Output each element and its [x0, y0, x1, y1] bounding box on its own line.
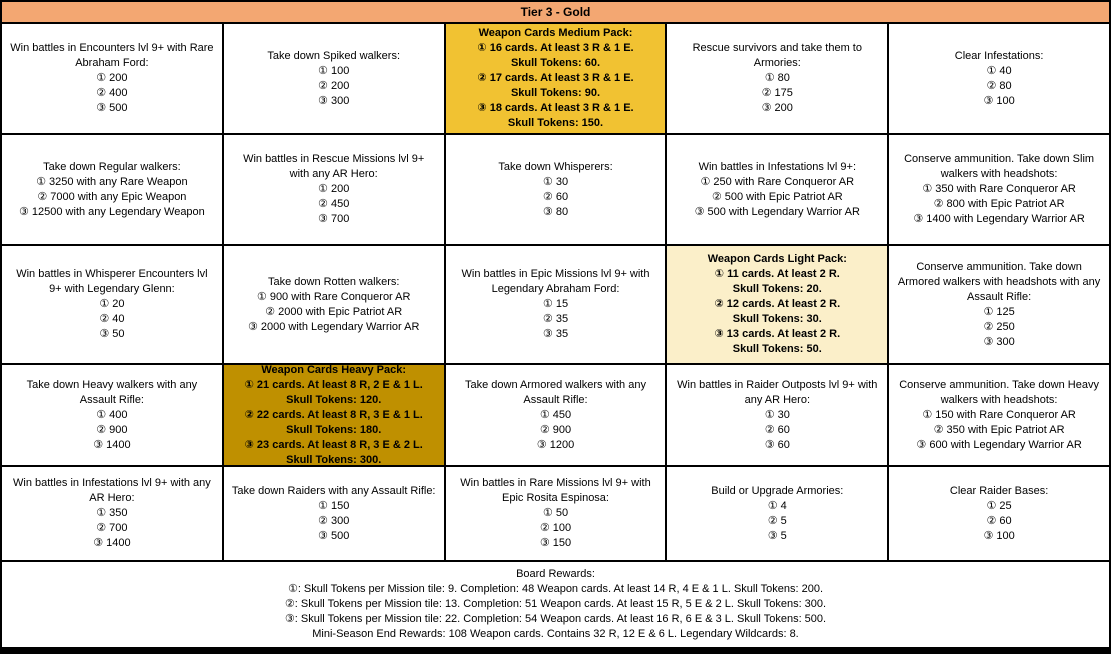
cell-text-line: ① 30	[542, 175, 569, 188]
cell-text-line: ① 20	[99, 298, 125, 310]
cell-text-line: ① 30	[764, 408, 790, 421]
mission-cell	[224, 467, 444, 560]
cell-text-line: ① 4	[767, 499, 787, 512]
cell-text-line: Weapon Cards Light Pack:	[707, 253, 847, 265]
cell-text-line: ① 40	[986, 64, 1012, 77]
cell-text-line: ② 80	[986, 79, 1012, 92]
board-rewards-footer	[2, 562, 1109, 647]
mission-cell	[224, 246, 444, 363]
cell-text-line: Skull Tokens: 180.	[286, 423, 382, 436]
cell-text-line: Build or Upgrade Armories:	[711, 484, 844, 497]
cell-text-line: ② 300	[318, 514, 350, 527]
cell-text-line: Clear Raider Bases:	[949, 484, 1049, 497]
cell-text-line: ③ 2000 with Legendary Warrior AR	[247, 320, 420, 333]
cell-text-line: ③ 500	[318, 529, 350, 542]
board-rewards-line-4: Mini-Season End Rewards: 108 Weapon cards. Contains 32 R, 12 E & 6 L. Legendary Wildcards: 8.	[312, 628, 799, 640]
cell-text-line: ③ 600 with Legendary Warrior AR	[916, 438, 1082, 451]
cell-text-line: ① 3250 with any Rare Weapon	[36, 175, 188, 188]
cell-text-line: ③ 100	[983, 529, 1015, 542]
cell-text-line: ③ 500 with Legendary Warrior AR	[694, 205, 860, 218]
cell-text-line: Take down Regular walkers:	[43, 160, 181, 173]
cell-text-line: Take down Heavy walkers with any Assault Rifle:	[26, 378, 198, 406]
cell-text-line: Win battles in Whisperer Encounters lvl 9+ with Legendary Glenn:	[16, 268, 208, 295]
mission-cell	[2, 135, 222, 244]
cell-text-line: Win battles in Raider Outposts lvl 9+ with any AR Hero:	[677, 378, 878, 406]
cell-text-line: ③ 1400	[93, 438, 131, 451]
cell-text-line: ③ 13 cards. At least 2 R.	[714, 328, 841, 340]
board-title: Tier 3 - Gold	[520, 5, 591, 19]
cell-text-line: ① 350 with Rare Conqueror AR	[922, 183, 1076, 195]
cell-text-line: Weapon Cards Heavy Pack:	[261, 365, 407, 376]
cell-text-line: ② 60	[986, 514, 1012, 527]
cell-text-line: ② 5	[767, 514, 787, 527]
cell-text-line: Take down Armored walkers with any Assault Rifle:	[465, 378, 646, 406]
cell-text-line: ① 50	[542, 507, 569, 519]
cell-text-line: ① 100	[318, 64, 350, 77]
mission-cell	[446, 365, 666, 465]
mission-cell	[889, 246, 1109, 363]
mission-cell	[889, 24, 1109, 133]
cell-text-line: ② 35	[542, 313, 569, 325]
mission-cell	[2, 246, 222, 363]
cell-text-line: Skull Tokens: 30.	[732, 313, 822, 325]
mission-cell	[667, 365, 887, 465]
cell-text-line: ① 16 cards. At least 3 R & 1 E.	[477, 42, 634, 54]
cell-text-line: ② 100	[539, 522, 572, 534]
mission-row	[2, 467, 1109, 560]
cell-text-line: ③ 700	[318, 213, 350, 225]
cell-text-line: ③ 200	[761, 102, 793, 114]
board-rewards-line-3: ③: Skull Tokens per Mission tile: 22. Completion: 54 Weapon cards. At least 16 R, 6 E & 3 L. Skull Tokens: 500.	[284, 613, 827, 625]
cell-text-line: Skull Tokens: 150.	[507, 117, 604, 129]
cell-text-line: Conserve ammunition. Take down Armored walkers with headshots with any Assault Rifle:	[897, 260, 1101, 303]
cell-text-line: ③ 1200	[536, 438, 575, 451]
cell-text-line: Clear Infestations:	[954, 49, 1044, 62]
mission-cell	[446, 467, 666, 560]
board-rewards-title: Board Rewards:	[516, 568, 595, 580]
weapon-pack-reward-cell	[667, 246, 887, 363]
mission-cell	[889, 135, 1109, 244]
cell-text-line: ③ 500	[96, 102, 128, 114]
mission-cell	[224, 24, 444, 133]
cell-text-line: ① 11 cards. At least 2 R.	[714, 268, 840, 280]
cell-text-line: ③ 100	[983, 94, 1015, 107]
mission-cell	[667, 135, 887, 244]
weapon-pack-reward-cell	[446, 24, 666, 133]
mission-cell	[889, 365, 1109, 465]
board-rewards-line-2: ②: Skull Tokens per Mission tile: 13. Completion: 51 Weapon cards. At least 15 R, 5 E & 2 L. Skull Tokens: 300.	[284, 598, 827, 610]
cell-text-line: Skull Tokens: 50.	[732, 343, 822, 355]
cell-text-line: ① 200	[318, 183, 350, 195]
cell-text-line: Skull Tokens: 60.	[510, 57, 601, 69]
mission-cell	[667, 467, 887, 560]
cell-text-line: Skull Tokens: 120.	[286, 393, 382, 406]
cell-text-line: ① 15	[542, 298, 569, 310]
cell-text-line: ② 22 cards. At least 8 R, 3 E & 1 L.	[244, 408, 423, 421]
cell-text-line: Take down Rotten walkers:	[267, 275, 400, 288]
mission-grid	[2, 24, 1109, 560]
cell-text-line: ① 21 cards. At least 8 R, 2 E & 1 L.	[244, 378, 423, 391]
cell-text-line: ③ 50	[99, 328, 125, 340]
mission-cell	[2, 365, 222, 465]
cell-text-line: ② 12 cards. At least 2 R.	[714, 298, 841, 310]
cell-text-line: ③ 23 cards. At least 8 R, 3 E & 2 L.	[244, 438, 423, 451]
cell-text-line: ② 7000 with any Epic Weapon	[37, 190, 187, 203]
cell-text-line: Win battles in Rare Missions lvl 9+ with Epic Rosita Espinosa:	[460, 477, 651, 504]
cell-text-line: ③ 5	[767, 529, 787, 542]
mission-cell	[889, 467, 1109, 560]
cell-text-line: ① 900 with Rare Conqueror AR	[256, 290, 411, 303]
mission-row	[2, 246, 1109, 363]
cell-text-line: ③ 1400	[93, 537, 131, 549]
cell-text-line: ③ 60	[764, 438, 790, 451]
cell-text-line: Win battles in Epic Missions lvl 9+ with Legendary Abraham Ford:	[461, 268, 650, 295]
cell-text-line: ② 400	[96, 87, 128, 99]
cell-text-line: Take down Raiders with any Assault Rifle:	[231, 484, 436, 497]
mission-row	[2, 24, 1109, 133]
cell-text-line: ③ 80	[542, 205, 569, 218]
cell-text-line: Conserve ammunition. Take down Heavy walkers with headshots:	[899, 378, 1099, 406]
cell-text-line: ② 175	[761, 87, 793, 99]
cell-text-line: ③ 300	[318, 94, 350, 107]
cell-text-line: Win battles in Infestations lvl 9+:	[698, 160, 856, 173]
cell-text-line: ② 200	[318, 79, 350, 92]
cell-text-line: ① 350	[96, 507, 128, 519]
cell-text-line: ② 40	[99, 313, 125, 325]
cell-text-line: ① 400	[96, 408, 128, 421]
cell-text-line: ③ 150	[539, 537, 572, 549]
cell-text-line: Conserve ammunition. Take down Slim walkers with headshots:	[904, 153, 1095, 180]
cell-text-line: Skull Tokens: 300.	[286, 453, 382, 465]
cell-text-line: ③ 1400 with Legendary Warrior AR	[913, 213, 1085, 225]
cell-text-line: Take down Spiked walkers:	[267, 49, 401, 62]
mission-cell	[667, 24, 887, 133]
mission-cell	[446, 246, 666, 363]
cell-text-line: ② 17 cards. At least 3 R & 1 E.	[477, 72, 634, 84]
cell-text-line: ① 200	[96, 72, 128, 84]
cell-text-line: ② 800 with Epic Patriot AR	[933, 198, 1065, 210]
cell-text-line: ② 60	[542, 190, 569, 203]
cell-text-line: ① 125	[983, 305, 1015, 318]
cell-text-line: Win battles in Infestations lvl 9+ with any AR Hero:	[13, 477, 211, 504]
cell-text-line: ② 700	[96, 522, 128, 534]
cell-text-line: ② 350 with Epic Patriot AR	[933, 423, 1065, 436]
cell-text-line: ② 900	[539, 423, 572, 436]
mission-cell	[446, 135, 666, 244]
cell-text-line: Weapon Cards Medium Pack:	[478, 27, 633, 39]
board-title-bar	[2, 2, 1109, 22]
cell-text-line: ③ 12500 with any Legendary Weapon	[19, 205, 205, 218]
cell-text-line: Rescue survivors and take them to Armories:	[692, 42, 862, 69]
cell-text-line: ③ 35	[542, 328, 569, 340]
cell-text-line: Skull Tokens: 20.	[732, 283, 822, 295]
cell-text-line: Take down Whisperers:	[498, 160, 613, 173]
mission-row	[2, 365, 1109, 465]
weapon-pack-reward-cell	[224, 365, 444, 465]
mission-cell	[2, 24, 222, 133]
cell-text-line: ② 60	[764, 423, 790, 436]
cell-text-line: ① 150	[318, 499, 350, 512]
cell-text-line: ③ 300	[983, 335, 1015, 348]
cell-text-line: ② 450	[318, 198, 350, 210]
mission-row	[2, 135, 1109, 244]
cell-text-line: ② 500 with Epic Patriot AR	[711, 190, 843, 203]
cell-text-line: ① 25	[986, 499, 1012, 512]
cell-text-line: Win battles in Rescue Missions lvl 9+ with any AR Hero:	[243, 153, 425, 180]
cell-text-line: Skull Tokens: 90.	[510, 87, 601, 99]
cell-text-line: ② 250	[983, 320, 1015, 333]
cell-text-line: Win battles in Encounters lvl 9+ with Rare Abraham Ford:	[10, 42, 214, 69]
cell-text-line: ① 250 with Rare Conqueror AR	[700, 175, 855, 188]
mission-cell	[2, 467, 222, 560]
cell-text-line: ② 900	[96, 423, 128, 436]
cell-text-line: ③ 18 cards. At least 3 R & 1 E.	[477, 102, 634, 114]
cell-text-line: ② 2000 with Epic Patriot AR	[265, 305, 403, 318]
cell-text-line: ① 80	[764, 72, 790, 84]
cell-text-line: ① 450	[539, 408, 572, 421]
mission-cell	[224, 135, 444, 244]
board-rewards-line-1: ①: Skull Tokens per Mission tile: 9. Completion: 48 Weapon cards. At least 14 R, 4 E & 1 L. Skull Tokens: 200.	[287, 583, 824, 595]
cell-text-line: ① 150 with Rare Conqueror AR	[922, 408, 1076, 421]
